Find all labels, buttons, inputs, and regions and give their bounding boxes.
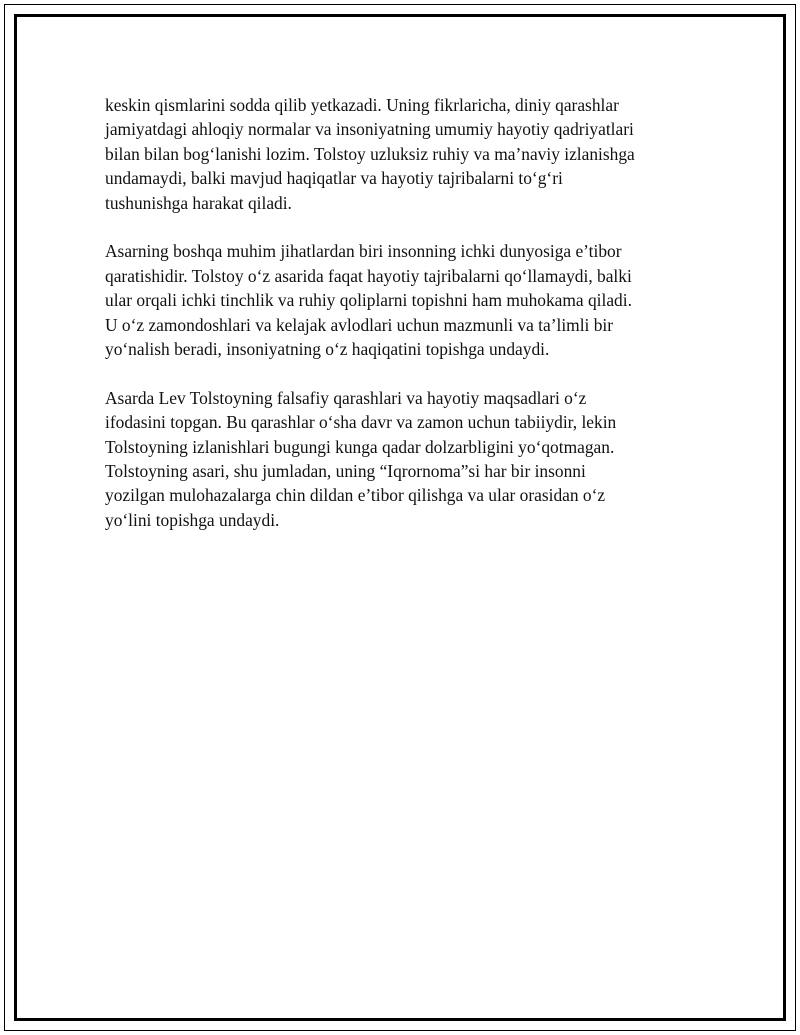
text-line: tushunishga harakat qiladi. [105,192,292,213]
text-line: ifodasini topgan. Bu qarashlar o‘sha davr va zamon uchun tabiiydir, lekin [105,412,617,433]
document-body [105,93,695,557]
text-line: bilan bilan bog‘lanishi lozim. Tolstoy uzluksiz ruhiy va ma’naviy izlanishga [105,143,635,164]
text-line: Tolstoyning asari, shu jumladan, uning “Iqrornoma”si har bir insonni [105,461,586,482]
paragraph-2 [105,239,695,361]
text-line: ular orqali ichki tinchlik va ruhiy qoliplarni topishni ham muhokama qiladi. [105,290,632,311]
text-line: yozilgan mulohazalarga chin dildan e’tibor qilishga va ular orasidan o‘z [105,485,606,506]
text-line: U o‘z zamondoshlari va kelajak avlodlari uchun mazmunli va ta’limli bir [105,314,614,335]
text-line: Asarda Lev Tolstoyning falsafiy qarashlari va hayotiy maqsadlari o‘z [105,387,587,408]
text-line: yo‘lini topishga undaydi. [105,509,280,530]
paragraph-1 [105,93,695,215]
text-line: undamaydi, balki mavjud haqiqatlar va hayotiy tajribalarni to‘g‘ri [105,168,563,189]
text-line: qaratishidir. Tolstoy o‘z asarida faqat hayotiy tajribalarni qo‘llamaydi, balki [105,265,632,286]
text-line: yo‘nalish beradi, insoniyatning o‘z haqiqatini topishga undaydi. [105,339,550,360]
paragraph-3 [105,386,695,532]
text-line: keskin qismlarini sodda qilib yetkazadi. Uning fikrlaricha, diniy qarashlar [105,95,619,115]
text-line: Asarning boshqa muhim jihatlardan biri insonning ichki dunyosiga e’tibor [105,241,622,262]
text-line: jamiyatdagi ahloqiy normalar va insoniyatning umumiy hayotiy qadriyatlari [105,119,634,140]
text-line: Tolstoyning izlanishlari bugungi kunga qadar dolzarbligini yo‘qotmagan. [105,436,615,457]
